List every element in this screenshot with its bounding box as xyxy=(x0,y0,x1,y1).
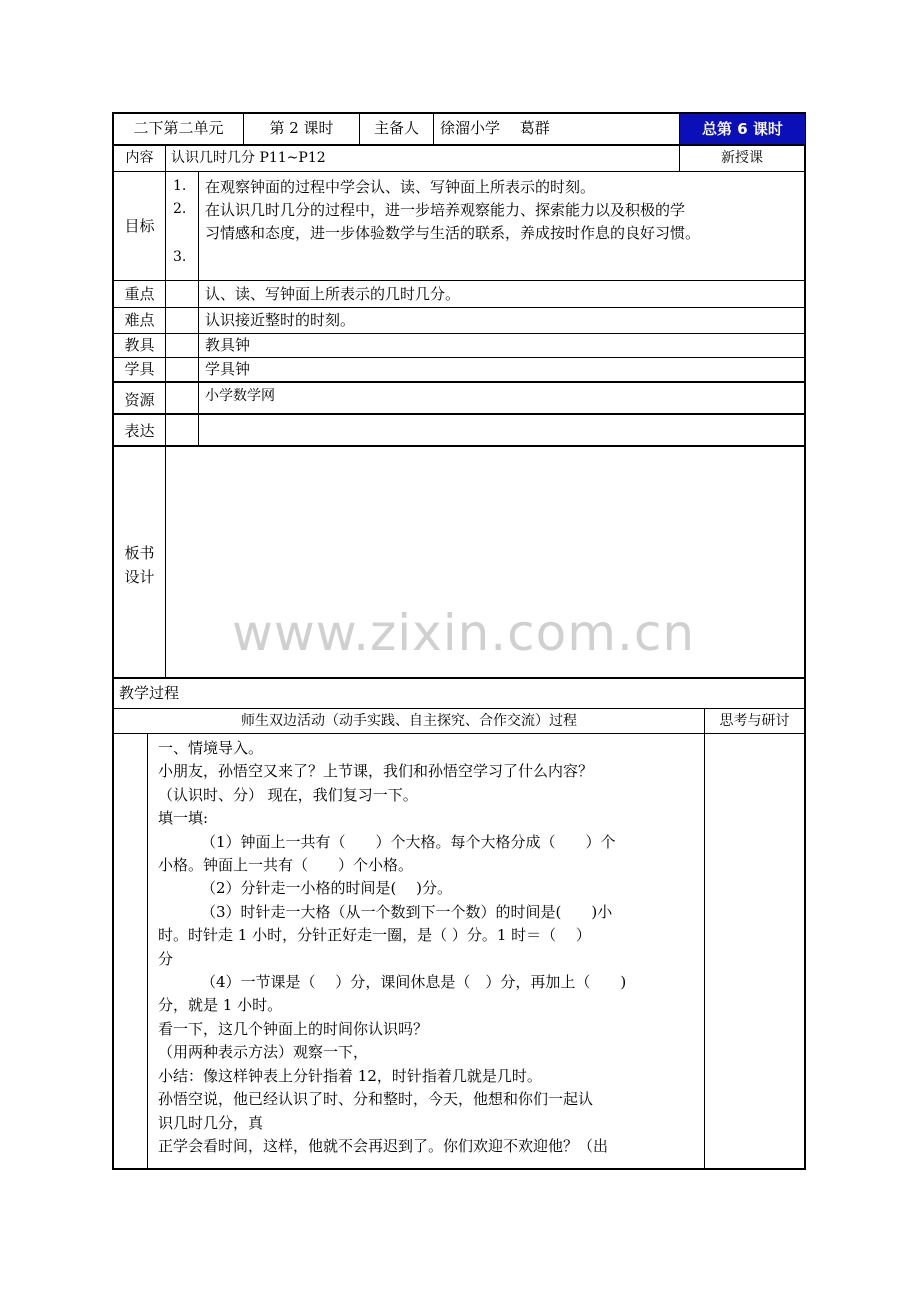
preparer-value: 徐溜小学 葛群 xyxy=(440,119,550,137)
expression-label: 表达 xyxy=(124,422,155,440)
process-line: （认识时、分） 现在，我们复习一下。 xyxy=(158,785,418,804)
watermark-text: www.zixin.com.cn xyxy=(232,604,696,662)
process-side-column-header: 思考与研讨 xyxy=(719,713,790,729)
unit-cell: 二下第二单元 xyxy=(133,119,224,137)
process-line: 分 xyxy=(158,949,174,968)
goal-line-2: 在认识几时几分的过程中，进一步培养观察能力、探索能力以及积极的学 xyxy=(205,201,686,219)
content-label: 内容 xyxy=(125,150,154,166)
process-line: 识几时几分，真 xyxy=(158,1113,264,1132)
difficulty-value: 认识接近整时的时刻。 xyxy=(205,311,356,329)
preparer-label: 主备人 xyxy=(373,119,419,137)
process-line: 正学会看时间，这样，他就不会再迟到了。你们欢迎不欢迎他？（出 xyxy=(158,1136,609,1155)
difficulty-label: 难点 xyxy=(124,311,155,329)
key-point-value: 认、读、写钟面上所表示的几时几分。 xyxy=(205,285,461,303)
process-line: （3）时针走一大格（从一个数到下一个数）的时间是( )小 xyxy=(201,902,613,921)
process-line: 小结：像这样钟表上分针指着 12，时针指着几就是几时。 xyxy=(158,1066,542,1085)
process-line: 看一下，这几个钟面上的时间你认识吗？ xyxy=(158,1019,429,1038)
process-line: （4）一节课是（ ）分，课间休息是（ ）分，再加上（ ) xyxy=(201,973,627,992)
goal-number-2: 2. xyxy=(173,201,187,217)
student-aid-value: 学具钟 xyxy=(205,360,251,378)
goal-line-3: 习情感和态度，进一步体验数学与生活的联系，养成按时作息的良好习惯。 xyxy=(205,224,701,242)
goals-label: 目标 xyxy=(124,217,155,235)
goal-number-1: 1. xyxy=(173,178,187,194)
goal-line-1: 在观察钟面的过程中学会认、读、写钟面上所表示的时刻。 xyxy=(205,178,596,196)
process-title: 教学过程 xyxy=(119,684,180,702)
process-line: （2）分针走一小格的时间是( )分。 xyxy=(201,879,453,898)
process-line: 填一填: xyxy=(158,809,209,828)
board-label-line1: 板书 xyxy=(124,544,155,562)
student-aid-label: 学具 xyxy=(124,360,155,378)
teaching-aid-label: 教具 xyxy=(124,336,155,354)
process-line: （1）钟面上一共有（ ）个大格。每个大格分成（ ）个 xyxy=(201,832,616,851)
process-body xyxy=(158,737,704,1158)
board-label-line2: 设计 xyxy=(124,568,155,586)
process-line: （用两种表示方法）观察一下， xyxy=(158,1043,369,1062)
goal-number-3: 3. xyxy=(173,249,187,265)
resource-label: 资源 xyxy=(124,391,155,409)
process-line: 小朋友，孙悟空又来了？上节课，我们和孙悟空学习了什么内容？ xyxy=(158,762,594,781)
key-point-label: 重点 xyxy=(124,285,155,303)
process-line: 分，就是 1 小时。 xyxy=(158,996,283,1015)
content-value: 认识几时几分 P11~P12 xyxy=(171,150,326,166)
lesson-cell: 第 2 课时 xyxy=(269,119,334,137)
process-line: 一、情境导入。 xyxy=(158,739,264,757)
teaching-aid-value: 教具钟 xyxy=(205,336,251,354)
lesson-type: 新授课 xyxy=(721,150,763,166)
process-line: 时。时针走 1 小时，分针正好走一圈，是（ ）分。1 时＝（ ） xyxy=(158,926,591,945)
process-line: 孙悟空说，他已经认识了时、分和整时，今天，他想和你们一起认 xyxy=(158,1090,594,1109)
process-main-column-header: 师生双边活动（动手实践、自主探究、合作交流）过程 xyxy=(241,713,577,729)
process-line: 小格。钟面上一共有（ ）个小格。 xyxy=(158,856,414,875)
resource-value: 小学数学网 xyxy=(205,388,275,404)
total-lesson-badge: 总第 6 课时 xyxy=(680,114,805,144)
